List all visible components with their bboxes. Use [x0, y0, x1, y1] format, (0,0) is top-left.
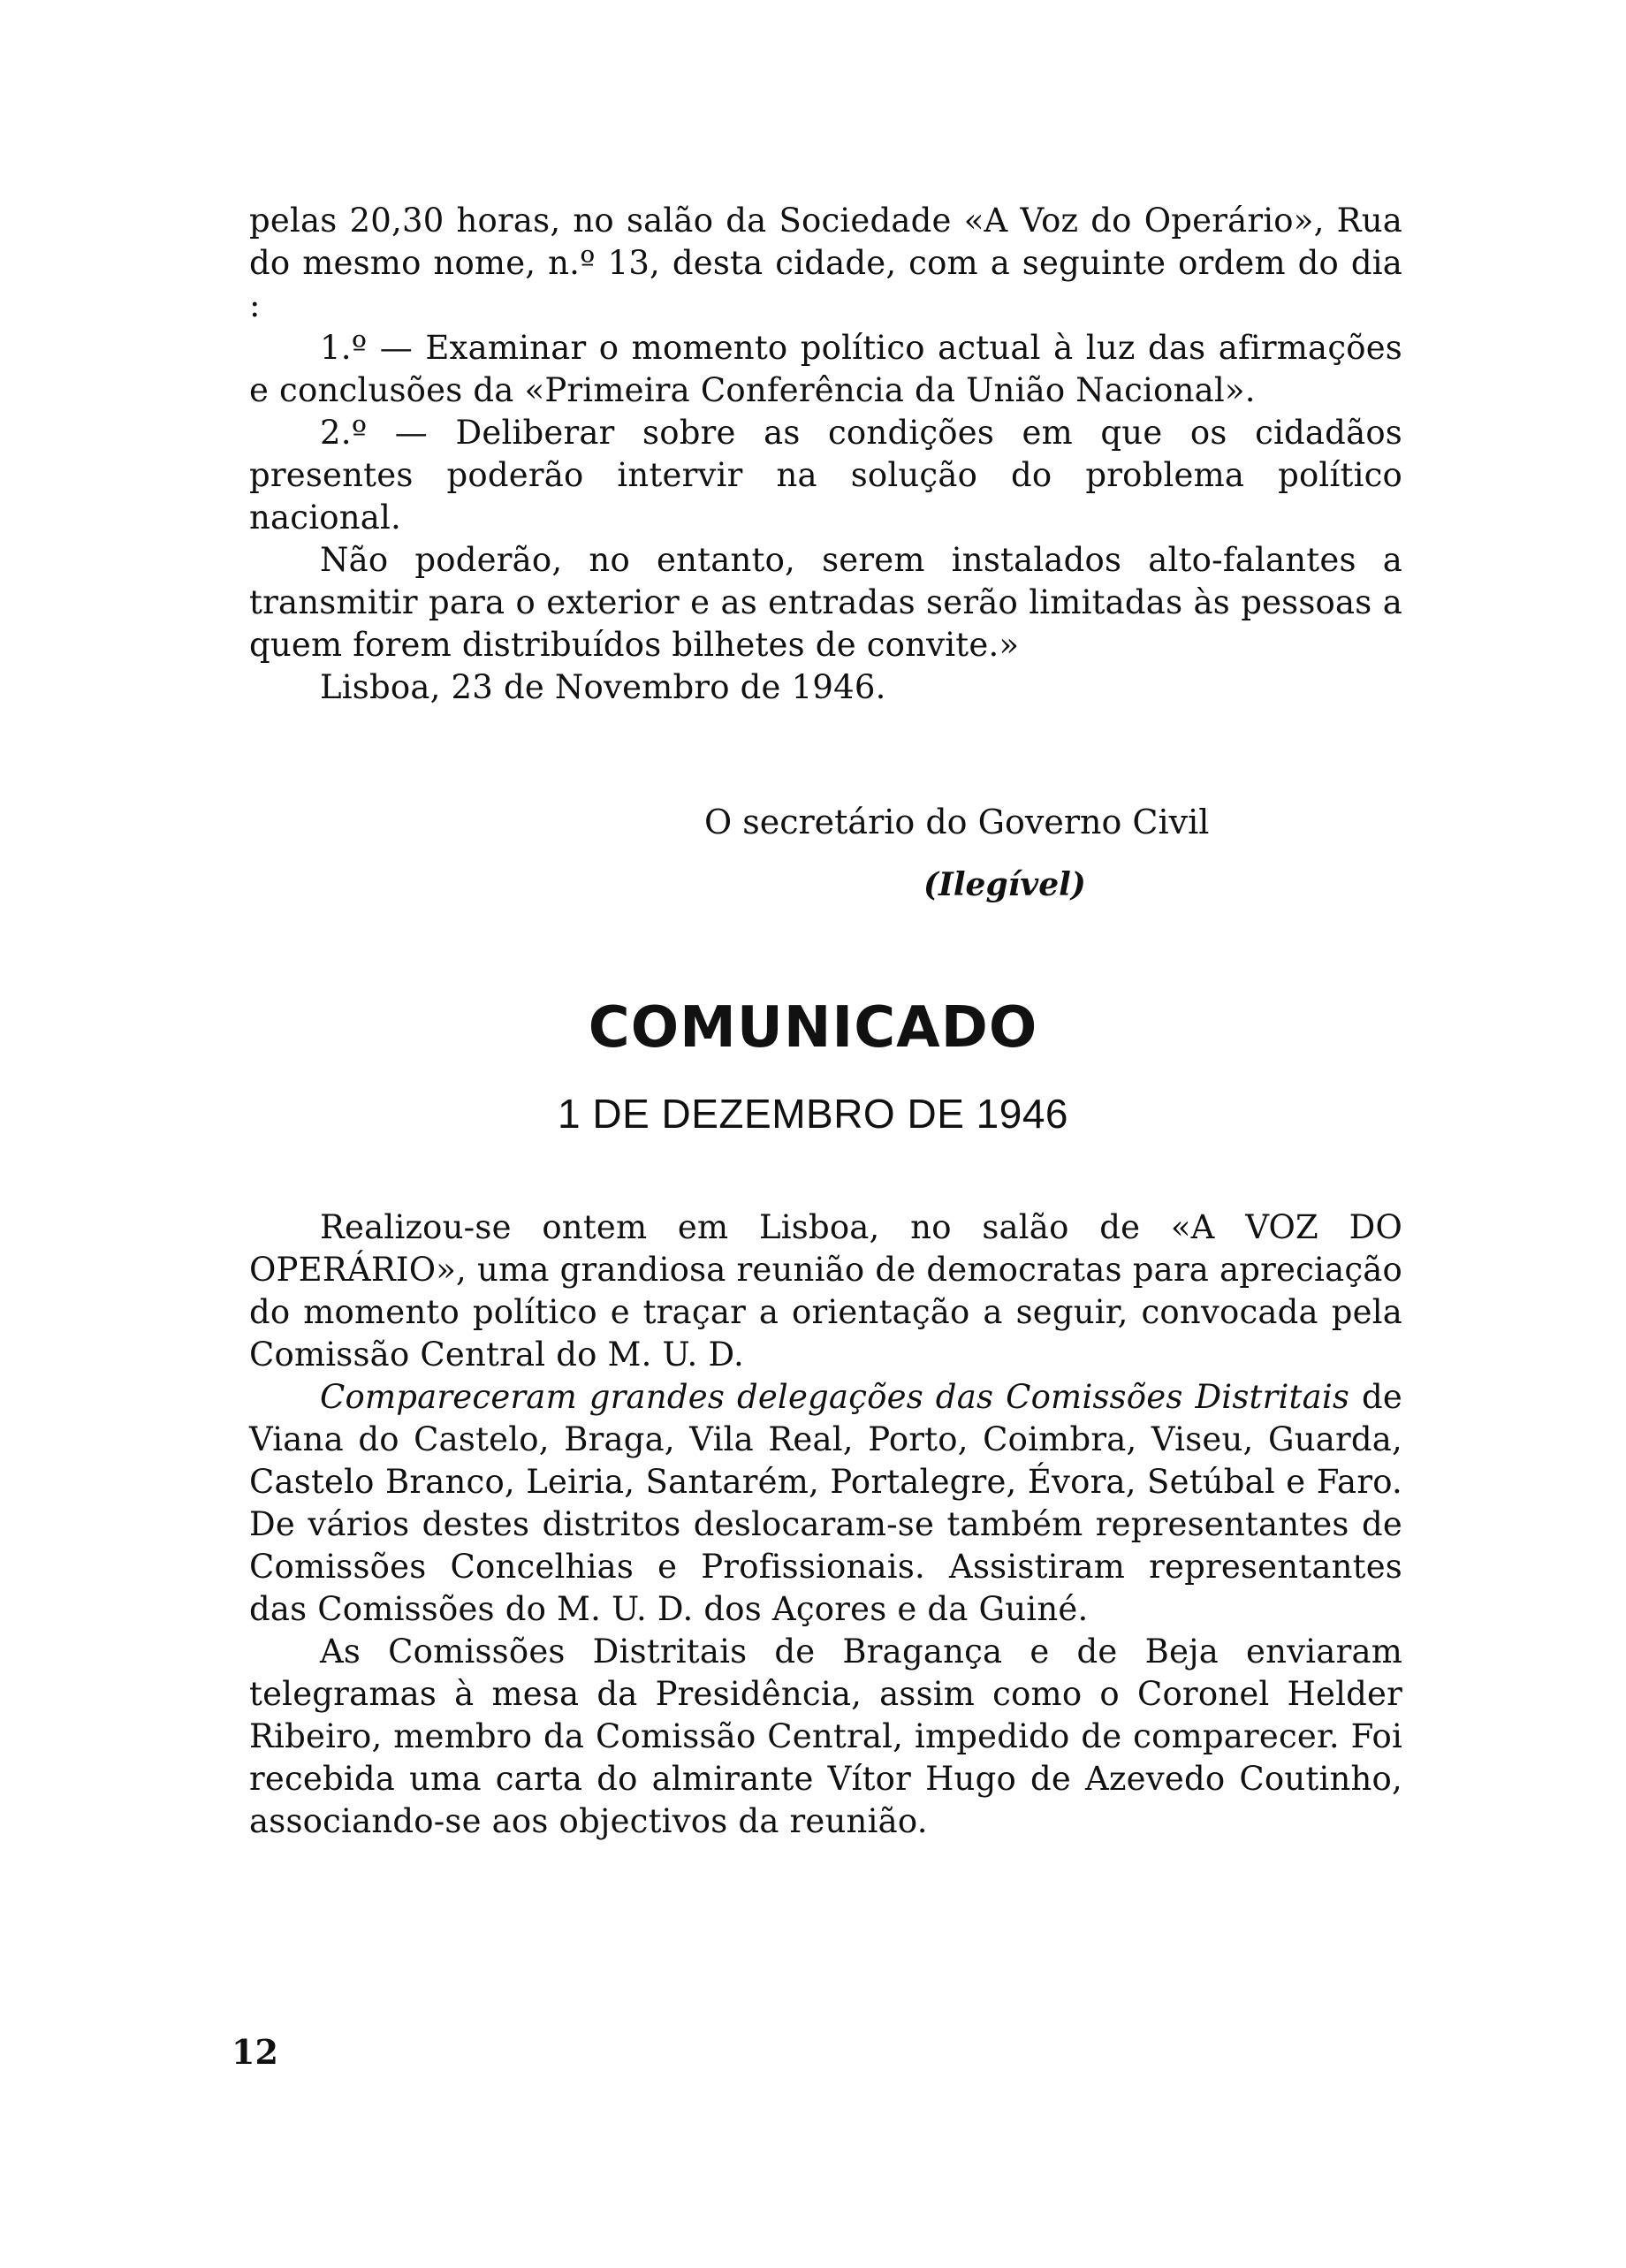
- notice-date-line: Lisboa, 23 de Novembro de 1946.: [320, 668, 886, 706]
- signature-line: O secretário do Governo Civil: [704, 803, 1210, 841]
- communique-paragraph-1: Realizou-se ontem em Lisboa, no salão de «A VOZ DO OPERÁRIO», uma grandiosa reunião de democratas para apreciação do momento político e traçar a orientação a seguir, convocada pela Comissão Central do M. U. D.: [249, 1208, 1402, 1374]
- notice-paragraph-3: 2.º — Deliberar sobre as condições em que os cidadãos presentes poderão intervir na solução do problema político nacional.: [249, 414, 1402, 537]
- page-number: 12: [232, 2032, 278, 2072]
- communique-body: [249, 1206, 1402, 1843]
- meeting-notice-text: [249, 200, 1402, 709]
- notice-paragraph-4: Não poderão, no entanto, serem instalados alto-falantes a transmitir para o exterior e as entradas serão limitadas às pessoas a quem forem distribuídos bilhetes de convite.»: [249, 541, 1402, 664]
- communique-paragraph-2-rest: de Viana do Castelo, Braga, Vila Real, Porto, Coimbra, Viseu, Guarda, Castelo Branco, Leiria, Santarém, Portalegre, Évora, Setúbal e Faro. De vários destes distritos deslocaram-se também representantes de Comissões Concelhias e Profissionais. Assistiram representantes das Comissões do M. U. D. dos Açores e da Guiné.: [249, 1378, 1402, 1628]
- communique-date: 1 DE DEZEMBRO DE 1946: [557, 1091, 1069, 1137]
- illegible-signature: (Ilegível): [923, 866, 1086, 903]
- notice-paragraph-2: 1.º — Examinar o momento político actual à luz das afirmações e conclusões da «Primeira Conferência da União Nacional».: [249, 329, 1402, 409]
- communique-paragraph-3: As Comissões Distritais de Bragança e de Beja enviaram telegramas à mesa da Presidência, assim como o Coronel Helder Ribeiro, membro da Comissão Central, impedido de comparecer. Foi recebida uma carta do almirante Vítor Hugo de Azevedo Coutinho, associando-se aos objectivos da reunião.: [249, 1633, 1402, 1840]
- communique-paragraph-2: [249, 1376, 1402, 1631]
- notice-paragraph-1: pelas 20,30 horas, no salão da Sociedade «A Voz do Operário», Rua do mesmo nome, n.º 13, desta cidade, com a seguinte ordem do dia :: [249, 202, 1402, 324]
- communique-title: COMUNICADO: [588, 995, 1038, 1061]
- communique-paragraph-2-italic: Compareceram grandes delegações das Comissões Distritais: [320, 1378, 1350, 1416]
